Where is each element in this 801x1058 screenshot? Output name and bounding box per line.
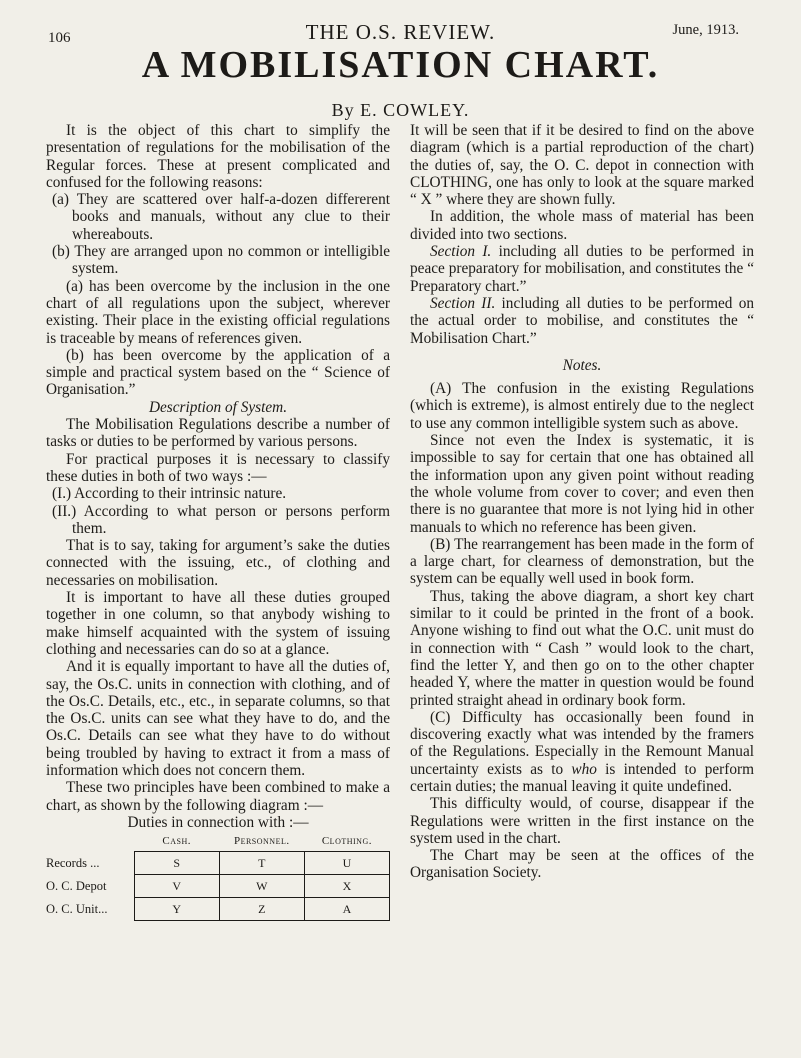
article-title: A MOBILISATION CHART. <box>141 44 660 86</box>
note-paragraph: This difficulty would, of course, disappear if the Regulations were written in the first instance on the system used in the chart. <box>410 795 754 847</box>
note-paragraph: The Chart may be seen at the offices of the Organisation Society. <box>410 847 754 882</box>
paragraph: (a) has been overcome by the inclusion in the one chart of all regulations upon the subject, wherever existing. Their place in the existing official regulations is traceable by means of references given. <box>46 277 390 347</box>
table-cell: Y <box>134 898 219 921</box>
row-label-records: Records ... <box>46 855 100 870</box>
table-row <box>46 852 390 875</box>
list-item: (b) They are arranged upon no common or intelligible system. <box>52 243 390 278</box>
section-label: Section I. <box>430 243 492 261</box>
paragraph: It is important to have all these duties grouped together in one column, so that anybody wishing to make himself acquainted with the system of issuing clothing and necessaries can do so at a glance. <box>46 589 390 658</box>
list-item: (I.) According to their intrinsic nature. <box>52 485 287 503</box>
left-column <box>46 122 390 921</box>
table-cell: W <box>219 875 304 898</box>
table-cell: A <box>304 898 389 921</box>
paragraph: That is to say, taking for argument’s sake the duties connected with the issuing, etc., of clothing and necessaries on mobilisation. <box>46 537 390 589</box>
table-cell: T <box>219 852 304 875</box>
paragraph-text: including all duties to be performed on the actual order to mobilise, and constitutes the “ Mobilisation Chart.” <box>410 294 754 347</box>
table-cell: X <box>304 875 389 898</box>
emphasis-who: who <box>571 760 597 778</box>
column-header-personnel: Personnel. <box>219 833 304 852</box>
note-paragraph: (A) The confusion in the existing Regulations (which is extreme), is almost entirely due to the neglect to use any common intelligible system such as above. <box>410 380 754 432</box>
paragraph <box>410 295 754 347</box>
table-row <box>46 875 390 898</box>
paragraph: It is the object of this chart to simplify the presentation of regulations for the mobilisation of the Regular forces. These at present complicated and confused for the following reasons: <box>46 122 390 191</box>
paragraph: And it is equally important to have all the duties of, say, the Os.C. units in connection with clothing, and of the Os.C. Details, etc., etc., in separate columns, so that the Os.C. units can see what they have to do, and the Os.C. Details can see what they have to do without being troubled by having to extract it from a mass of information which does not concern them. <box>46 658 390 779</box>
paragraph: (b) has been overcome by the application of a simple and practical system based on the “ Science of Organisation.” <box>46 346 390 399</box>
note-text: is intended to perform certain duties; the manual leaving it quite undefined. <box>410 760 754 795</box>
list-item: (II.) According to what person or persons perform them. <box>52 502 390 537</box>
mobilisation-diagram <box>46 833 390 921</box>
note-paragraph: (B) The rearrangement has been made in the form of a large chart, for clearness of demonstration, but the system can be equally well used in book form. <box>410 535 754 588</box>
notes-heading: Notes. <box>562 356 602 374</box>
note-paragraph: Thus, taking the above diagram, a short key chart similar to it could be printed in the front of a book. Anyone wishing to find out what the O.C. unit must do in connection with “ Cash ” would look to the chart, find the letter Y, and then go on to the other chapter headed Y, where the matter in question would be found printed straight ahead in ordinary book form. <box>410 587 754 709</box>
note-paragraph: Since not even the Index is systematic, it is impossible to say for certain that one has obtained all the information upon any given point without reading the whole volume from cover to cover; and even then there is no guarantee that more is not lying hid in other manuals to which no reference has been given. <box>410 432 754 536</box>
paragraph-text: including all duties to be performed in peace preparatory for mobilisation, and constitutes the “ Preparatory chart.” <box>410 243 754 295</box>
paragraph: These two principles have been combined to make a chart, as shown by the following diagram :— <box>46 779 390 814</box>
paragraph: In addition, the whole mass of material has been divided into two sections. <box>410 208 754 243</box>
column-header-clothing: Clothing. <box>304 833 389 852</box>
journal-title: THE O.S. REVIEW. <box>305 20 496 44</box>
diagram-header-row <box>46 833 390 852</box>
diagram-corner <box>46 833 134 852</box>
table-row <box>46 898 390 921</box>
row-label-oc-unit: O. C. Unit... <box>46 901 108 916</box>
right-column <box>410 122 754 882</box>
paragraph: The Mobilisation Regulations describe a number of tasks or duties to be performed by various persons. <box>46 416 390 451</box>
section-label: Section II. <box>430 294 496 312</box>
table-cell: Z <box>219 898 304 921</box>
paragraph: For practical purposes it is necessary to classify these duties in both of two ways :— <box>46 450 390 485</box>
list-item: (a) They are scattered over half-a-dozen differerent books and manuals, without any clue to their whereabouts. <box>52 191 390 243</box>
article-byline: By E. COWLEY. <box>331 100 470 120</box>
section-subhead: Description of System. <box>148 398 288 416</box>
note-text: (C) Difficulty has occasionally been found in discovering exactly what was intended by the framers of the Regulations. Especially in the Remount Manual uncertainty exists as to <box>410 708 754 778</box>
diagram-table <box>46 833 390 921</box>
table-cell: V <box>134 875 219 898</box>
paragraph: It will be seen that if it be desired to find on the above diagram (which is a partial reproduction of the chart) the duties of, say, the O. C. depot in connection with CLOTHING, one has only to look at the square marked “ X ” where they are shown fully. <box>410 122 754 209</box>
table-cell: U <box>304 852 389 875</box>
diagram-caption: Duties in connection with :— <box>127 813 309 831</box>
page-number: 106 <box>48 30 71 46</box>
row-label-oc-depot: O. C. Depot <box>46 878 107 893</box>
paragraph <box>410 243 754 295</box>
table-cell: S <box>134 852 219 875</box>
issue-date: June, 1913. <box>672 22 739 38</box>
note-paragraph <box>410 709 754 795</box>
column-header-cash: Cash. <box>134 833 219 852</box>
